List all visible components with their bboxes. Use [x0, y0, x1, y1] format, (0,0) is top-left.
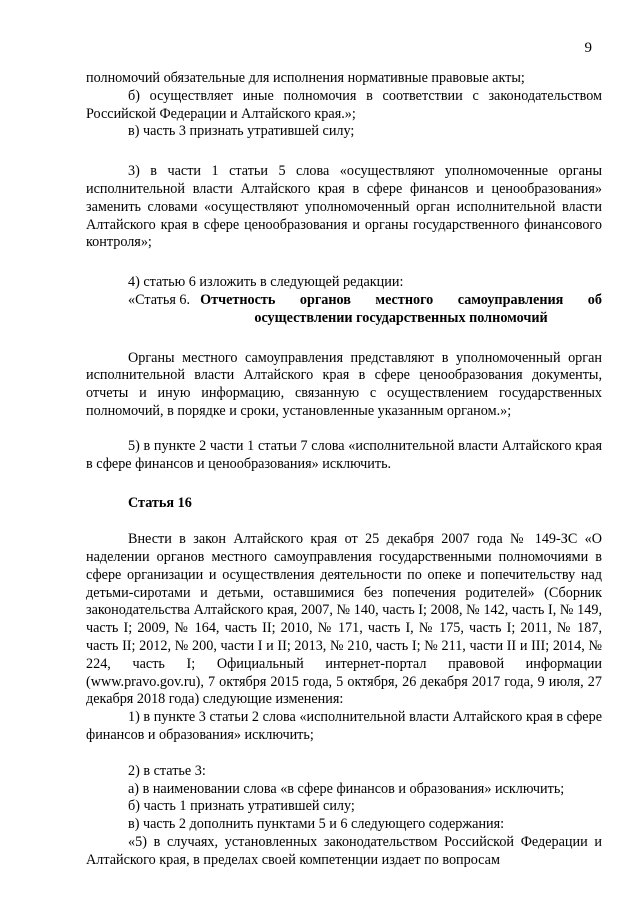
paragraph: 2) в статье 3: [128, 762, 206, 779]
article-16-heading: Статья 16 [128, 495, 192, 512]
document-body [86, 70, 602, 869]
paragraph: полномочий обязательные для исполнения нормативные правовые акты; [86, 70, 525, 86]
paragraph: 3) в части 1 статьи 5 слова «осуществляют уполномоченные органы исполнительной власти Алтайского края в сфере финансов и ценообразования» заменить словами «осуществляют уполномоченный орган исполнительной власти Алтайского края в сфере ценообразования и органы государственного финансового контроля»; [86, 163, 602, 251]
paragraph: б) часть 1 признать утратившей силу; [128, 798, 355, 815]
paragraph: «5) в случаях, установленных законодательством Российской Федерации и Алтайского края, в пределах своей компетенции издает по вопросам [86, 833, 602, 868]
paragraph: а) в наименовании слова «в сфере финансов и образования» исключить; [128, 780, 565, 797]
paragraph: 1) в пункте 3 статьи 2 слова «исполнительной власти Алтайского края в сфере финансов и образования» исключить; [86, 709, 602, 743]
paragraph: в) часть 2 дополнить пунктами 5 и 6 следующего содержания: [128, 816, 505, 833]
paragraph: Органы местного самоуправления представляют в уполномоченный орган исполнительной власти Алтайского края в сфере ценообразования документы, отчеты и иную информацию, связанную с осуществлением государственных полномочий, в порядке и сроки, установленные указанным органом.»; [86, 349, 602, 419]
paragraph: б) осуществляет иные полномочия в соответствии с законодательством Российской Федерации и Алтайского края.»; [86, 87, 602, 122]
article-6-heading [86, 292, 602, 328]
paragraph: 4) статью 6 изложить в следующей редакции: [128, 274, 404, 291]
article-6-title: Отчетность органов местного самоуправления об осуществлении государственных полномочий [200, 291, 602, 326]
article-6-label: «Статья 6. [128, 291, 191, 308]
page-number: 9 [584, 40, 592, 56]
paragraph: 5) в пункте 2 части 1 статьи 7 слова «исполнительной власти Алтайского края в сфере финансов и ценообразования» исключить. [86, 437, 602, 472]
paragraph: в) часть 3 признать утратившей силу; [128, 123, 355, 140]
paragraph: Внести в закон Алтайского края от 25 декабря 2007 года № 149-ЗС «О наделении органов местного самоуправления государственными полномочиями в сфере организации и осуществления деятельности по опеке и попечительству над детьми-сиротами и детьми, оставшимися без попечения родителей» (Сборник законодательства Алтайского края, 2007, № 140, часть I; 2008, № 142, часть I, № 149, часть I; 2009, № 164, часть II; 2010, № 171, часть I, № 175, часть I; 2011, № 187, часть II; 2012, № 200, части I и II; 2013, № 210, часть I; № 211, части II и III; 2014, № 224, часть I; Официальный интернет-портал правовой информации (www.pravo.gov.ru), 7 октября 2015 года, 5 октября, 26 декабря 2017 года, 9 июля, 27 декабря 2018 года) следующие изменения: [86, 531, 602, 708]
